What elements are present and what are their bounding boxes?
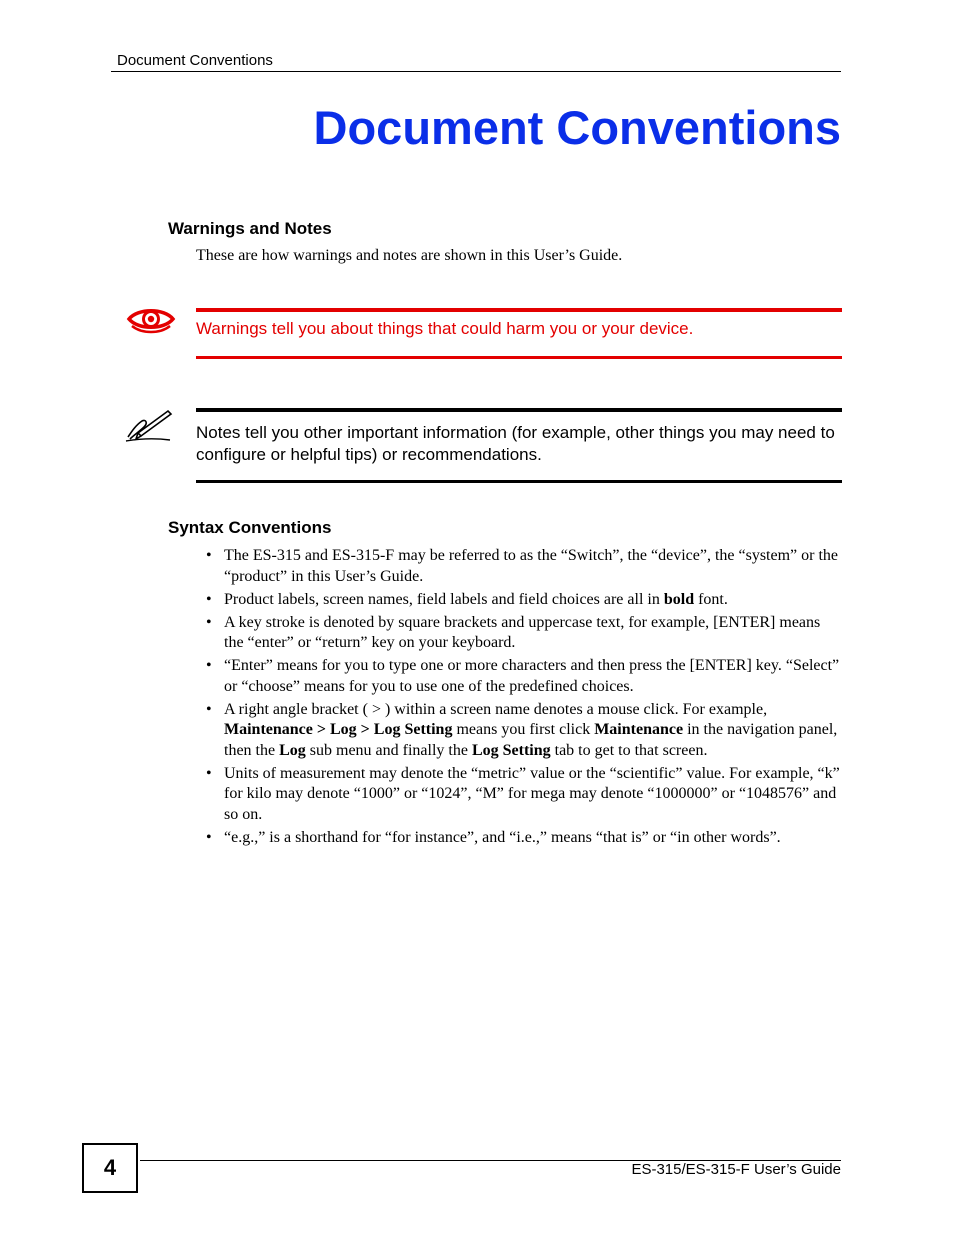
list-item [196, 613, 842, 654]
warning-text: Warnings tell you about things that could harm you or your device. [196, 319, 694, 338]
bold-text: bold [663, 590, 695, 608]
list-item [196, 700, 842, 762]
bullet-marker: • [206, 700, 212, 718]
footer-guide-title: ES-315/ES-315-F User’s Guide [631, 1161, 841, 1178]
bullet-marker: • [206, 547, 212, 564]
bullet-marker: • [206, 764, 212, 782]
note-rule-top [196, 408, 842, 412]
list-item-text: in the navigation panel, then the [224, 721, 838, 759]
pen-note-icon [124, 407, 174, 443]
bullet-marker: • [206, 657, 212, 675]
bold-text: Maintenance [594, 721, 684, 739]
list-item-text: tab to get to that screen. [550, 741, 708, 759]
warning-rule-top [196, 308, 842, 312]
bold-text: Log Setting [471, 741, 551, 759]
list-item-text: “Enter” means for you to type one or more characters and then press the [ENTER] key. “Select” or “choose” means for you to use one of the predefined choices. [224, 657, 840, 695]
note-text: Notes tell you other important information (for example, other things you may need to configure or helpful tips) or recommendations. [196, 423, 835, 464]
note-rule-bottom [196, 480, 842, 483]
list-item [196, 546, 842, 587]
list-item-text: Product labels, screen names, field labels and field choices are all in [224, 590, 664, 608]
bullet-marker: • [206, 613, 212, 631]
running-header: Document Conventions [117, 52, 273, 69]
warnings-heading: Warnings and Notes [168, 219, 332, 238]
warnings-intro: These are how warnings and notes are shown in this User’s Guide. [196, 247, 623, 264]
bold-text: Maintenance > Log > Log Setting [224, 721, 453, 739]
list-item-text: means you first click [452, 721, 595, 739]
header-rule [111, 71, 841, 72]
list-item [196, 764, 842, 826]
bold-text: Log [279, 741, 306, 759]
list-item [196, 590, 842, 611]
list-item [196, 656, 842, 697]
list-item-text: “e.g.,” is a shorthand for “for instance”, and “i.e.,” means “that is” or “in other words”. [224, 829, 781, 847]
syntax-heading: Syntax Conventions [168, 518, 332, 537]
list-item-text: A key stroke is denoted by square brackets and uppercase text, for example, [ENTER] means the “enter” or “return” key on your keyboard. [224, 613, 821, 652]
list-item-text: Units of measurement may denote the “metric” value or the “scientific” value. For example, “k” for kilo may denote “1000” or “1024”, “M” for mega may denote “1000000” or “1048576” and so on. [224, 764, 840, 823]
list-item-text: sub menu and finally the [305, 741, 472, 759]
list-item-text: The ES-315 and ES-315-F may be referred to as the “Switch”, the “device”, the “system” or the “product” in this User’s Guide. [224, 547, 839, 585]
bullet-marker: • [206, 829, 212, 847]
warning-rule-bottom [196, 356, 842, 359]
page-number: 4 [82, 1143, 138, 1193]
list-item [196, 828, 842, 849]
list-item-text: font. [694, 590, 728, 608]
syntax-list [196, 546, 842, 851]
list-item-text: A right angle bracket ( > ) within a screen name denotes a mouse click. For example, [224, 700, 768, 718]
bullet-marker: • [206, 590, 212, 608]
page-title: Document Conventions [313, 101, 841, 154]
eye-warning-icon [126, 306, 176, 336]
